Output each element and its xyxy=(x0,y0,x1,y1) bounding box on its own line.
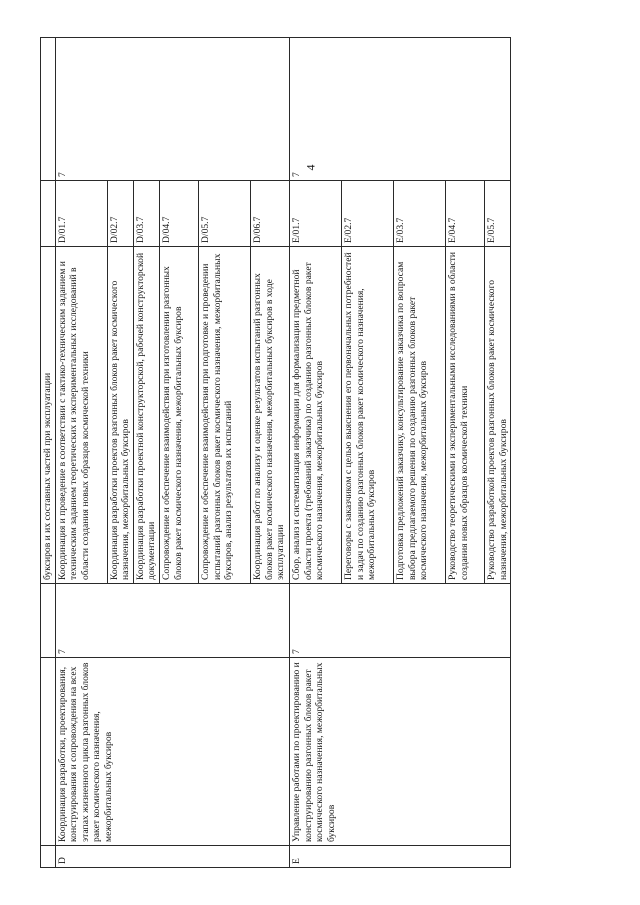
group-code: D xyxy=(55,845,289,867)
group-name: Координация разработки, проектирования, конструирования и сопровождения на всех этапах жизненного цикла разгонных блоков ракет космического назначения, межорбитальных буксиров xyxy=(55,657,289,845)
group-code: E xyxy=(289,845,510,867)
group-level: 7 xyxy=(55,583,289,657)
group-level: 7 xyxy=(289,583,510,657)
function-name: Координация работ по анализу и оценке результатов испытаний разгонных блоков ракет космического назначения, межорбитальных буксиров в ходе эксплуатации xyxy=(250,246,289,583)
carryover-text: буксиров и их составных частей при эксплуатации xyxy=(41,246,56,583)
function-code: E/05.7 xyxy=(484,180,510,246)
function-code: E/03.7 xyxy=(393,180,445,246)
function-name: Сопровождение и обеспечение взаимодействия при изготовлении разгонных блоков ракет космического назначения, межорбитальных буксиров xyxy=(159,246,198,583)
function-level: 7 xyxy=(55,37,289,180)
function-code: D/01.7 xyxy=(55,180,107,246)
function-code: E/02.7 xyxy=(341,180,393,246)
functions-table xyxy=(40,37,511,868)
function-name: Сопровождение и обеспечение взаимодействия при подготовке и проведении испытаний разгонных блоков ракет космического назначения, межорбитальных буксиров, анализ результатов их испытаний xyxy=(198,246,250,583)
function-name: Переговоры с заказчиком с целью выяснения его первоначальных потребностей и задач по созданию разгонных блоков ракет космического назначения, межорбитальных буксиров xyxy=(341,246,393,583)
function-code: D/06.7 xyxy=(250,180,289,246)
function-name: Руководство теоретическими и экспериментальными исследованиями в области создания новых образцов космической техники xyxy=(445,246,484,583)
function-code: D/05.7 xyxy=(198,180,250,246)
function-name: Подготовка предложений заказчику, консультирование заказчика по вопросам выбора предлагаемого решения по созданию разгонных блоков ракет космического назначения, межорбитальных буксиров xyxy=(393,246,445,583)
table-row xyxy=(55,37,107,867)
page-number: 4 xyxy=(303,164,318,171)
function-code: E/04.7 xyxy=(445,180,484,246)
function-name: Сбор, анализ и систематизация информации для формализации предметной области проекта (требований заказчика) по созданию разгонных блоков ракет космического назначения, межорбитальных буксиров xyxy=(289,246,341,583)
carryover-row xyxy=(41,37,56,867)
function-name: Координация и проведение в соответствии с тактико-техническим заданием и техническим заданием теоретических и экспериментальных исследований в области создания новых образцов космической техники xyxy=(55,246,107,583)
table-row xyxy=(289,37,341,867)
function-code: D/03.7 xyxy=(133,180,159,246)
function-name: Руководство разработкой проектов разгонных блоков ракет космического назначения, межорбитальных буксиров xyxy=(484,246,510,583)
function-code: D/04.7 xyxy=(159,180,198,246)
function-level: 7 xyxy=(289,37,510,180)
group-name: Управление работами по проектированию и конструированию разгонных блоков ракет космического назначения, межорбитальных буксиров xyxy=(289,657,510,845)
function-name: Координация разработки проектов разгонных блоков ракет космического назначения, межорбитальных буксиров xyxy=(107,246,133,583)
function-code: E/01.7 xyxy=(289,180,341,246)
function-name: Координация разработки проектной конструкторской, рабочей конструкторской документации xyxy=(133,246,159,583)
rotated-table-sheet xyxy=(40,38,600,868)
function-code: D/02.7 xyxy=(107,180,133,246)
